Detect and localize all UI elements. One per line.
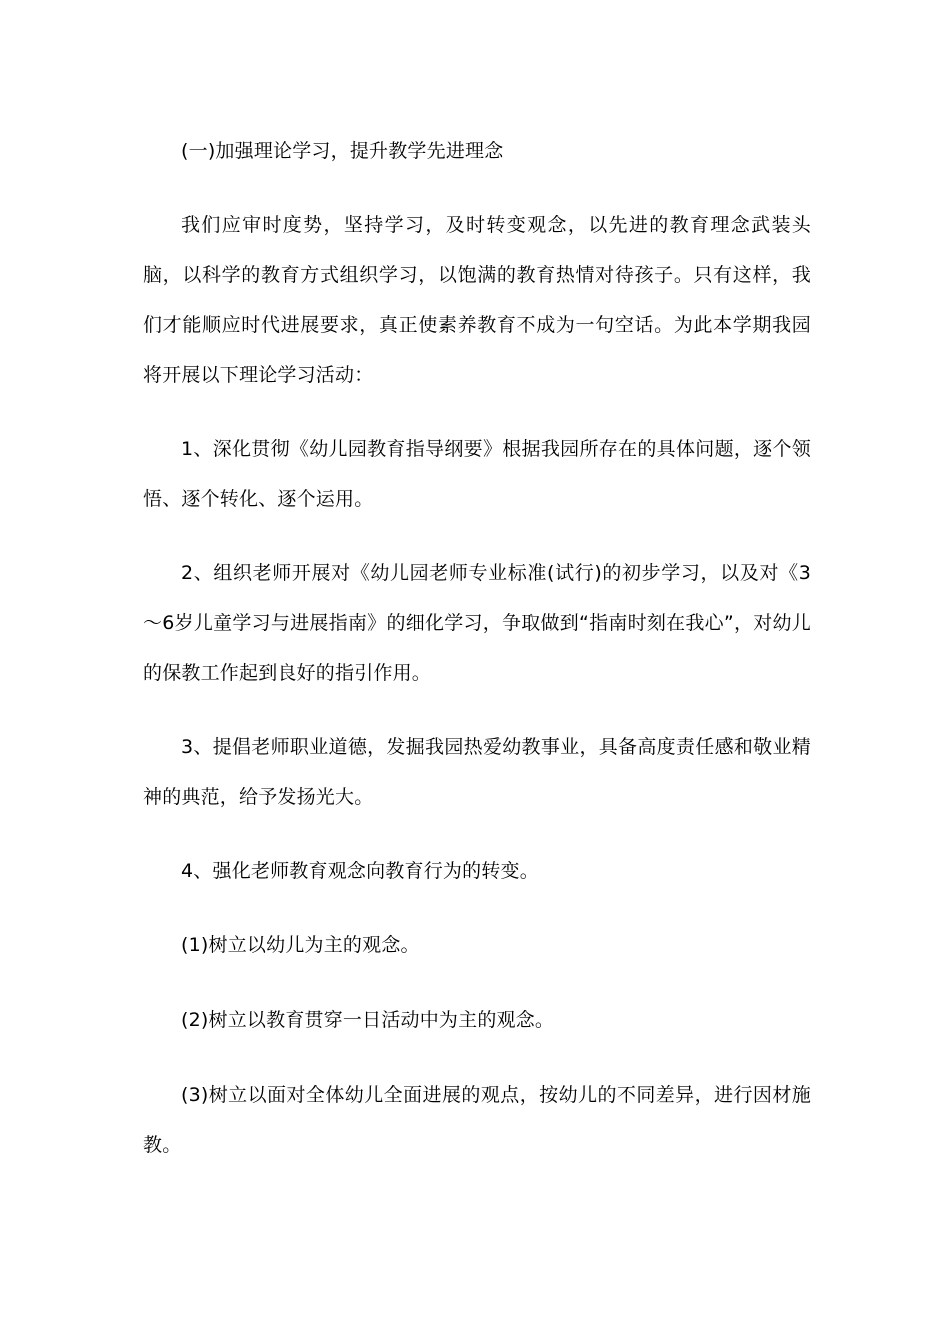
item-1-paragraph: 1、深化贯彻《幼儿园教育指导纲要》根据我园所存在的具体问题，逐个领悟、逐个转化、逐个运用。: [143, 438, 811, 510]
item-3-paragraph: 3、提倡老师职业道德，发掘我园热爱幼教事业，具备高度责任感和敬业精神的典范，给予发扬光大。: [143, 736, 811, 808]
item-2-paragraph: 2、组织老师开展对《幼儿园老师专业标准(试行)的初步学习，以及对《3～6岁儿童学习与进展指南》的细化学习，争取做到“指南时刻在我心”，对幼儿的保教工作起到良好的指引作用。: [143, 562, 811, 684]
intro-paragraph: 我们应审时度势，坚持学习，及时转变观念，以先进的教育理念武装头脑，以科学的教育方式组织学习，以饱满的教育热情对待孩子。只有这样，我们才能顺应时代进展要求，真正使素养教育不成为一句空话。为此本学期我园将开展以下理论学习活动：: [143, 214, 811, 386]
section-heading: (一)加强理论学习，提升教学先进理念: [181, 140, 504, 162]
sub-item-1-paragraph: (1)树立以幼儿为主的观念。: [181, 934, 420, 956]
item-4-paragraph: 4、强化老师教育观念向教育行为的转变。: [181, 860, 539, 882]
sub-item-3-paragraph: (3)树立以面对全体幼儿全面进展的观点，按幼儿的不同差异，进行因材施教。: [143, 1084, 811, 1156]
sub-item-2-paragraph: (2)树立以教育贯穿一日活动中为主的观念。: [181, 1009, 555, 1031]
